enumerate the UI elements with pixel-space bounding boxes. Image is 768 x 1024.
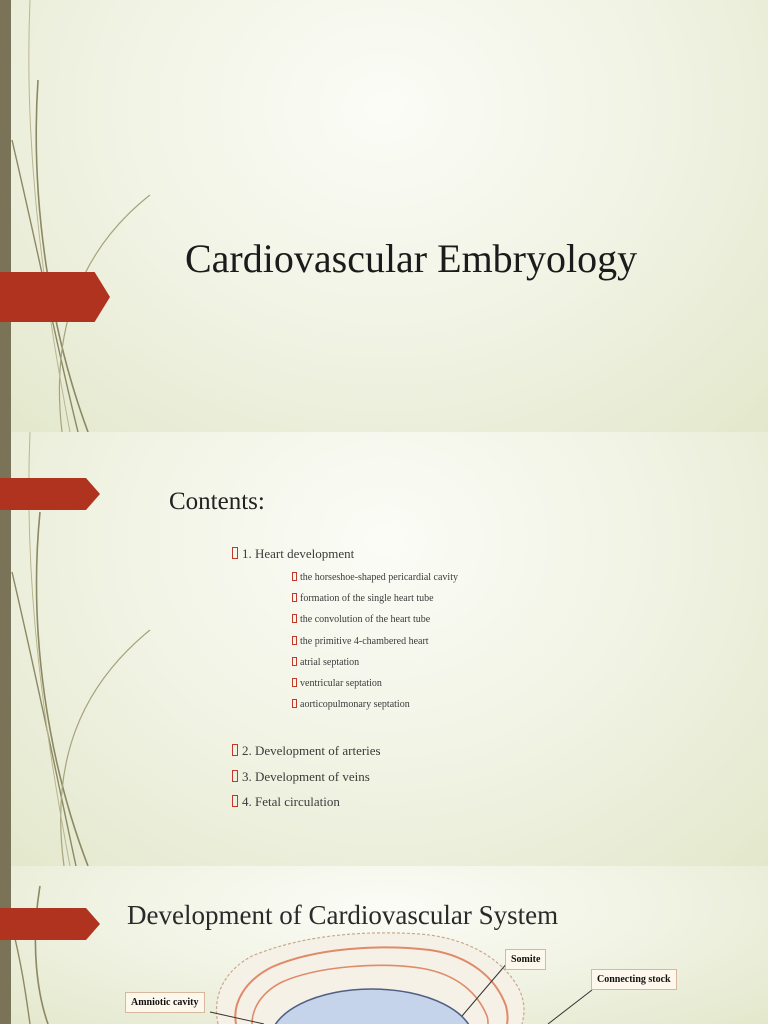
slide-left-bar (0, 0, 11, 432)
label-amniotic-cavity: Amniotic cavity (125, 992, 205, 1013)
bullet-icon (292, 593, 297, 602)
accent-tab (0, 272, 110, 322)
bullet-icon (232, 744, 238, 756)
contents-sublist (292, 571, 458, 719)
list-item (232, 793, 381, 819)
bullet-icon (292, 657, 297, 666)
list-item-label: 4. Fetal circulation (242, 794, 340, 809)
sublist-item (292, 698, 458, 719)
bullet-icon (292, 636, 297, 645)
bullet-icon (292, 572, 297, 581)
list-item-label: 2. Development of arteries (242, 743, 381, 758)
sublist-item-label: ventricular septation (300, 677, 382, 689)
list-item (232, 768, 381, 794)
sublist-item-label: aorticopulmonary septation (300, 699, 410, 711)
bullet-icon (232, 770, 238, 782)
bullet-icon (232, 795, 238, 807)
sublist-item-label: the convolution of the heart tube (300, 614, 431, 626)
sublist-item (292, 571, 458, 592)
contents-list (232, 545, 354, 571)
label-somite: Somite (505, 949, 546, 970)
list-item-label: 1. Heart development (242, 546, 355, 561)
swoosh-decoration (0, 0, 160, 432)
sublist-item (292, 635, 458, 656)
accent-tab (0, 478, 100, 510)
slide-title-text: Cardiovascular Embryology (185, 236, 638, 281)
sublist-item (292, 613, 458, 634)
section-title: Development of Cardiovascular System (127, 900, 559, 930)
bullet-icon (232, 547, 238, 559)
bullet-icon (292, 614, 297, 623)
sublist-item (292, 656, 458, 677)
bullet-icon (292, 678, 297, 687)
bullet-icon (292, 699, 297, 708)
slide-contents (0, 432, 768, 866)
list-item (232, 742, 381, 768)
list-item-label: 3. Development of veins (242, 768, 370, 784)
list-item (232, 545, 354, 571)
sublist-item (292, 677, 458, 698)
sublist-item-label: formation of the single heart tube (300, 593, 434, 605)
sublist-item-label: atrial septation (300, 656, 360, 668)
sublist-item (292, 592, 458, 613)
embryo-diagram (0, 866, 768, 1024)
slide-title (0, 0, 768, 432)
sublist-item-label: the horseshoe-shaped pericardial cavity (300, 572, 458, 583)
sublist-item-label: the primitive 4-chambered heart (300, 635, 429, 647)
label-connecting-stock: Connecting stock (591, 969, 677, 990)
contents-heading: Contents: (169, 488, 265, 515)
contents-list-rest (232, 742, 381, 819)
slide-development (0, 866, 768, 1024)
